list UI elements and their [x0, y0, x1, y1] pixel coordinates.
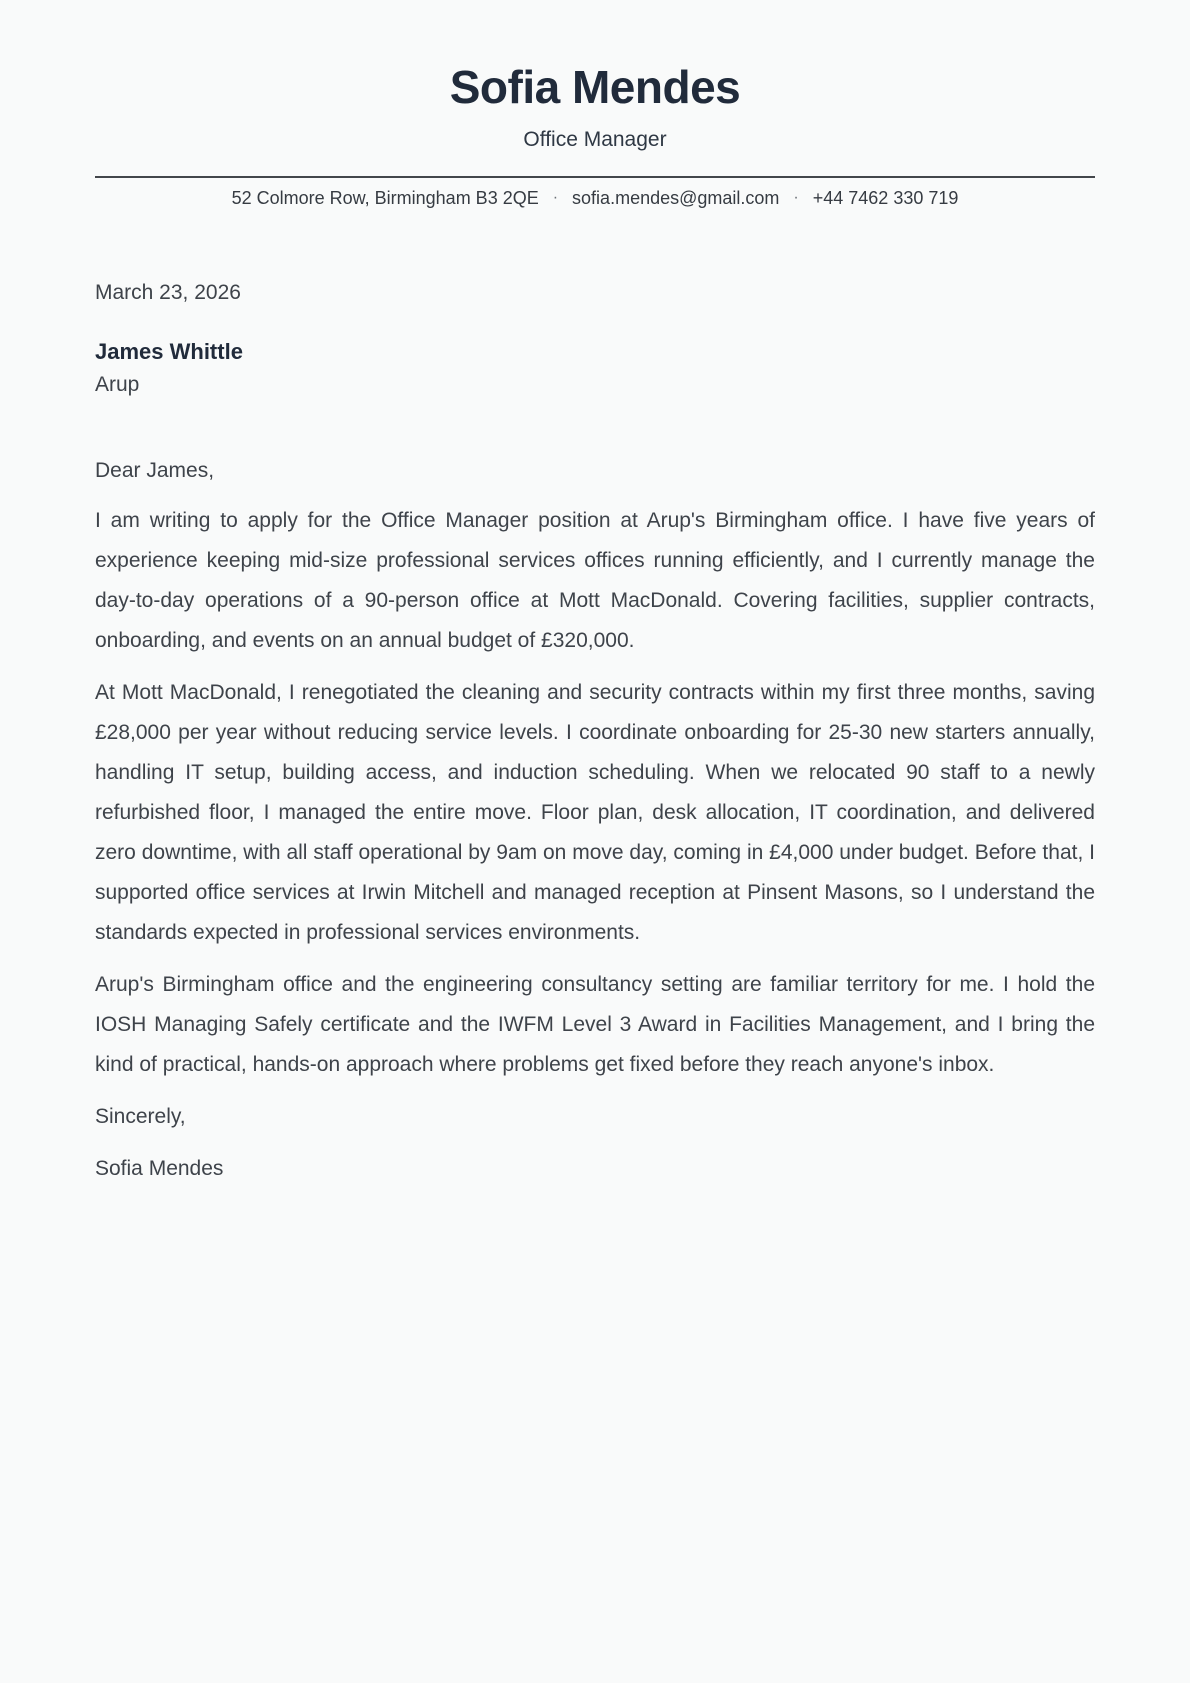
contact-address: 52 Colmore Row, Birmingham B3 2QE — [231, 188, 539, 208]
closing-line: Sincerely, — [95, 1105, 186, 1128]
salutation: Dear James, — [95, 459, 215, 482]
recipient-company: Arup — [95, 373, 140, 396]
contact-row — [95, 185, 1095, 211]
contact-separator-dot: · — [552, 189, 559, 206]
contact-email: sofia.mendes@gmail.com — [572, 188, 780, 208]
letter-content — [95, 60, 1095, 1189]
applicant-name: Sofia Mendes — [449, 61, 741, 113]
contact-separator-dot: · — [793, 189, 799, 206]
contact-phone: +44 7462 330 719 — [812, 188, 959, 208]
header-divider — [95, 176, 1095, 178]
recipient-block — [95, 335, 1095, 401]
letter-date: March 23, 2026 — [95, 281, 241, 304]
body-paragraph-3: Arup's Birmingham office and the engineering consultancy setting are familiar territory for me. I hold the IOSH Managing Safely certificate and the IWFM Level 3 Award in Facilities Management, and I bring the kind of practical, hands-on approach where problems get fixed before they reach anyone's inbox. — [95, 973, 1095, 1076]
body-paragraph-1: I am writing to apply for the Office Manager position at Arup's Birmingham office. I have five years of experience keeping mid-size professional services offices running efficiently, and I currently manage the day-to-day operations of a 90-person office at Mott MacDonald. Covering facilities, supplier contracts, onboarding, and events on an annual budget of £320,000. — [95, 509, 1095, 652]
letter-body — [95, 501, 1095, 1085]
applicant-job-title: Office Manager — [523, 128, 667, 151]
letter-header — [95, 60, 1095, 211]
body-paragraph-2: At Mott MacDonald, I renegotiated the cleaning and security contracts within my first three months, saving £28,000 per year without reducing service levels. I coordinate onboarding for 25-30 new starters annually, handling IT setup, building access, and induction scheduling. When we relocated 90 staff to a newly refurbished floor, I managed the entire move. Floor plan, desk allocation, IT coordination, and delivered zero downtime, with all staff operational by 9am on move day, coming in £4,000 under budget. Before that, I supported office services at Irwin Mitchell and managed reception at Pinsent Masons, so I understand the standards expected in professional services environments. — [95, 681, 1095, 944]
recipient-name: James Whittle — [95, 339, 243, 364]
signature-name: Sofia Mendes — [95, 1157, 224, 1180]
